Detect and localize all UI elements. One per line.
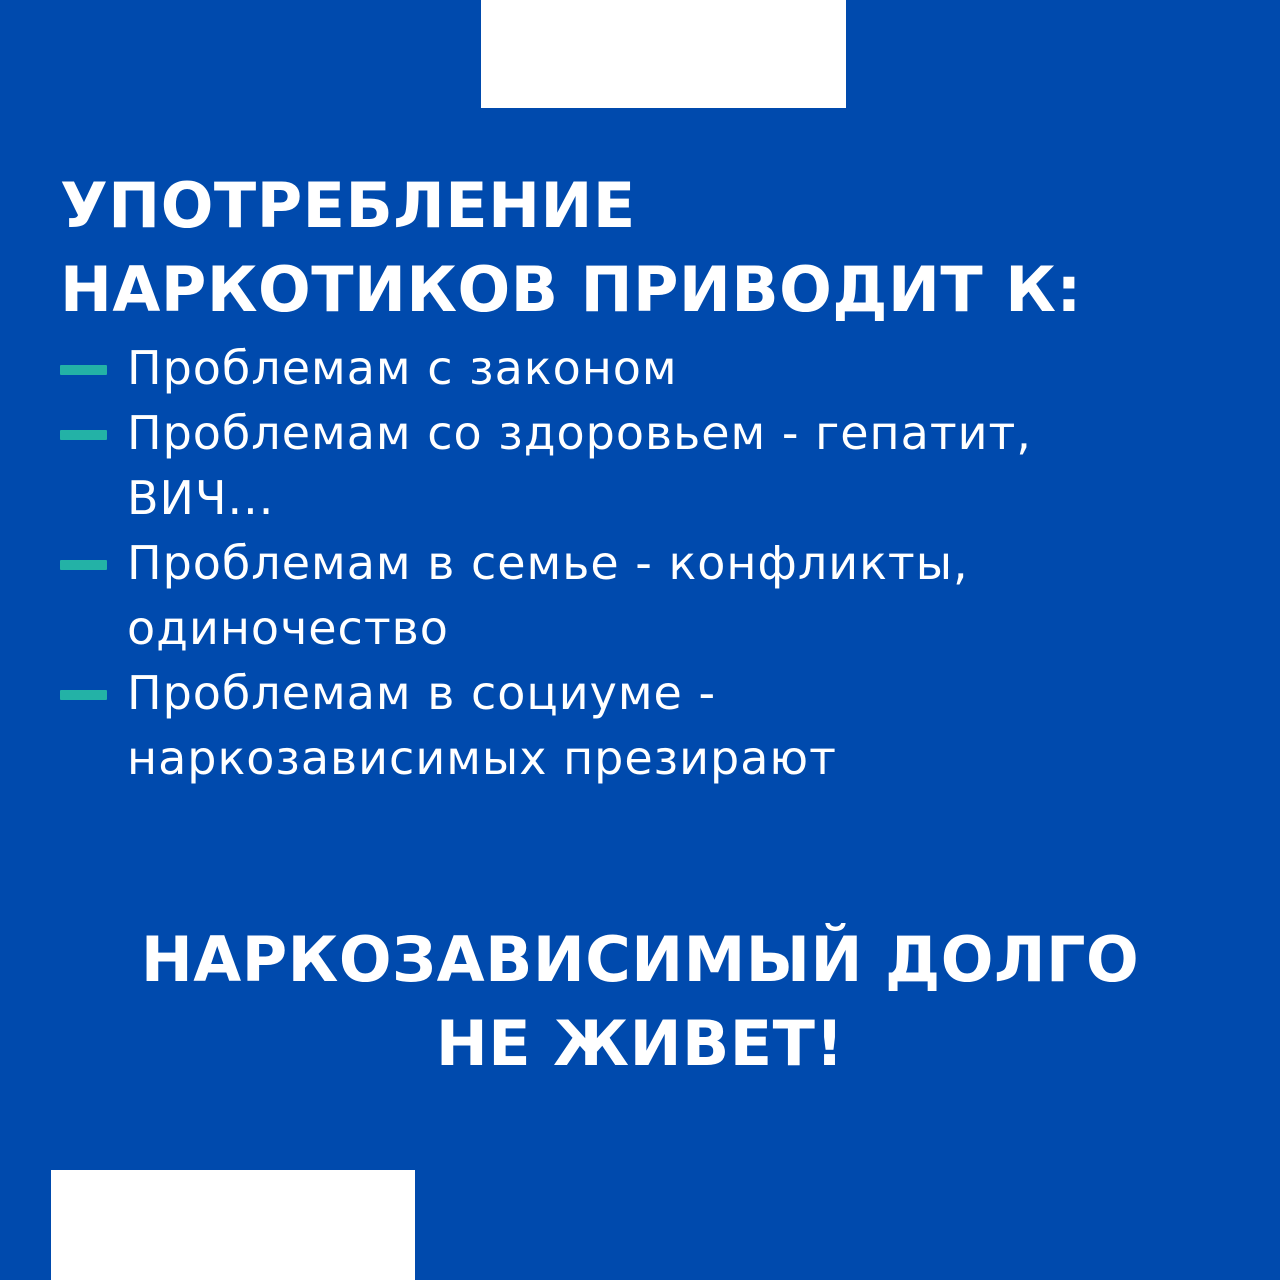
list-item-text: Проблемам в социуме - <box>127 666 717 720</box>
consequences-list <box>60 336 1220 791</box>
heading-line-2: НАРКОТИКОВ ПРИВОДИТ К: <box>60 253 1082 326</box>
conclusion <box>0 918 1280 1086</box>
dash-bullet-icon <box>60 430 107 440</box>
conclusion-line-2: НЕ ЖИВЕТ! <box>435 1007 845 1080</box>
dash-bullet-icon <box>60 560 107 570</box>
decorative-block-bottom <box>51 1170 415 1280</box>
list-item <box>60 661 1220 791</box>
list-item <box>60 336 1220 401</box>
list-item <box>60 401 1220 531</box>
list-item-text: Проблемам в семье - конфликты, <box>127 536 969 590</box>
list-item-text: Проблемам с законом <box>127 341 678 395</box>
list-item-text: ВИЧ... <box>127 471 275 525</box>
dash-bullet-icon <box>60 365 107 375</box>
heading <box>60 164 1220 332</box>
dash-bullet-icon <box>60 690 107 700</box>
heading-line-1: УПОТРЕБЛЕНИЕ <box>60 169 636 242</box>
list-item-text: наркозависимых презирают <box>127 731 837 785</box>
conclusion-line-1: НАРКОЗАВИСИМЫЙ ДОЛГО <box>140 923 1140 996</box>
list-item <box>60 531 1220 661</box>
decorative-block-top <box>481 0 846 108</box>
list-item-text: одиночество <box>127 601 449 655</box>
list-item-text: Проблемам со здоровьем - гепатит, <box>127 406 1032 460</box>
